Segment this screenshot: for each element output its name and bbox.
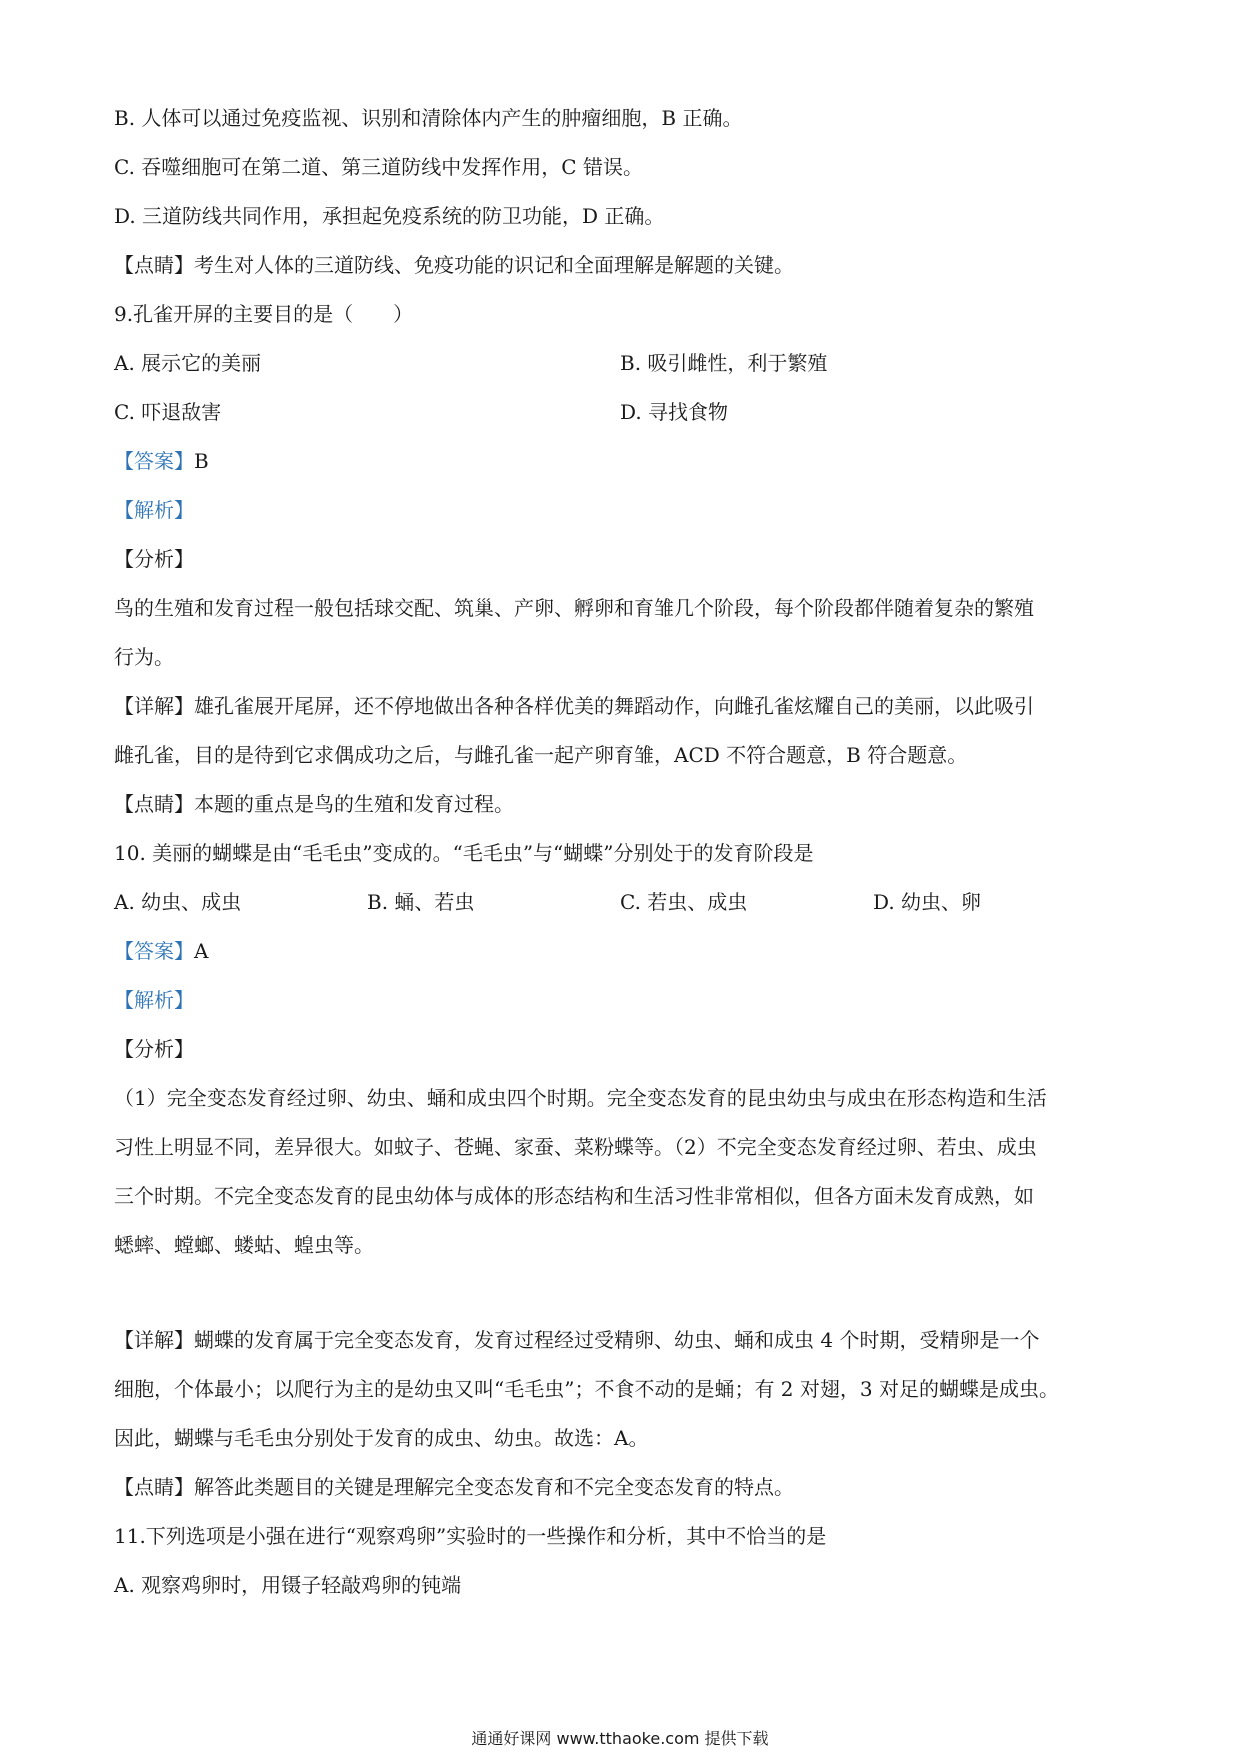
answer-value: B [194, 449, 209, 473]
q9-option-c: C. 吓退敌害 [114, 400, 222, 424]
q9-detail-line-2: 雌孔雀，目的是待到它求偶成功之后，与雌孔雀一起产卵育雏，ACD 不符合题意，B 符合题意。 [114, 743, 968, 767]
tip-q8: 【点睛】考生对人体的三道防线、免疫功能的识记和全面理解是解题的关键。 [114, 253, 794, 277]
q11-option-a: A. 观察鸡卵时，用镊子轻敲鸡卵的钝端 [114, 1573, 462, 1597]
q9-detail-line-1: 【详解】雄孔雀展开尾屏，还不停地做出各种各样优美的舞蹈动作，向雌孔雀炫耀自己的美丽，以此吸引 [114, 694, 1034, 718]
q10-detail-line-1: 【详解】蝴蝶的发育属于完全变态发育，发育过程经过受精卵、幼虫、蛹和成虫 4 个时期，受精卵是一个 [114, 1328, 1040, 1352]
q11-question: 11.下列选项是小强在进行“观察鸡卵”实验时的一些操作和分析，其中不恰当的是 [114, 1524, 827, 1548]
statement-b: B. 人体可以通过免疫监视、识别和清除体内产生的肿瘤细胞，B 正确。 [114, 106, 743, 130]
q10-detail-line-2: 细胞，个体最小；以爬行为主的是幼虫又叫“毛毛虫”；不食不动的是蛹；有 2 对翅，3 对足的蝴蝶是成虫。 [114, 1377, 1059, 1401]
q9-jiexi: 【解析】 [114, 498, 194, 522]
q10-option-b: B. 蛹、若虫 [367, 890, 475, 914]
q9-analysis-line-1: 鸟的生殖和发育过程一般包括球交配、筑巢、产卵、孵卵和育雏几个阶段，每个阶段都伴随着复杂的繁殖 [114, 596, 1034, 620]
q10-question: 10. 美丽的蝴蝶是由“毛毛虫”变成的。“毛毛虫”与“蝴蝶”分别处于的发育阶段是 [114, 841, 814, 865]
q10-jiexi: 【解析】 [114, 988, 194, 1012]
q10-answer [114, 937, 208, 965]
q9-option-a: A. 展示它的美丽 [114, 351, 262, 375]
q10-option-c: C. 若虫、成虫 [620, 890, 748, 914]
q10-fenxi: 【分析】 [114, 1037, 194, 1061]
q10-analysis-line-4: 蟋蟀、螳螂、蝼蛄、蝗虫等。 [114, 1233, 374, 1257]
q10-analysis-line-1: （1）完全变态发育经过卵、幼虫、蛹和成虫四个时期。完全变态发育的昆虫幼虫与成虫在形态构造和生活 [114, 1086, 1047, 1110]
q9-question: 9.孔雀开屏的主要目的是（ ） [114, 302, 414, 326]
statement-c: C. 吞噬细胞可在第二道、第三道防线中发挥作用，C 错误。 [114, 155, 643, 179]
q10-analysis-line-2: 习性上明显不同，差异很大。如蚊子、苍蝇、家蚕、菜粉蝶等。（2）不完全变态发育经过卵、若虫、成虫 [114, 1135, 1037, 1159]
q9-fenxi: 【分析】 [114, 547, 194, 571]
q10-analysis-line-3: 三个时期。不完全变态发育的昆虫幼体与成体的形态结构和生活习性非常相似，但各方面未发育成熟，如 [114, 1184, 1034, 1208]
q10-detail-line-3: 因此，蝴蝶与毛毛虫分别处于发育的成虫、幼虫。故选：A。 [114, 1426, 649, 1450]
answer-tag: 【答案】 [114, 449, 194, 473]
q10-tip: 【点睛】解答此类题目的关键是理解完全变态发育和不完全变态发育的特点。 [114, 1475, 794, 1499]
q9-tip: 【点睛】本题的重点是鸟的生殖和发育过程。 [114, 792, 514, 816]
q10-option-d: D. 幼虫、卵 [873, 890, 982, 914]
q9-analysis-line-2: 行为。 [114, 645, 174, 669]
answer-value: A [194, 939, 209, 963]
page-footer: 通通好课网 www.tthaoke.com 提供下载 [471, 1729, 769, 1748]
q10-option-a: A. 幼虫、成虫 [114, 890, 242, 914]
q9-option-d: D. 寻找食物 [620, 400, 729, 424]
q9-answer [114, 447, 209, 475]
statement-d: D. 三道防线共同作用，承担起免疫系统的防卫功能，D 正确。 [114, 204, 665, 228]
answer-tag: 【答案】 [114, 939, 194, 963]
q9-option-b: B. 吸引雌性，利于繁殖 [620, 351, 828, 375]
